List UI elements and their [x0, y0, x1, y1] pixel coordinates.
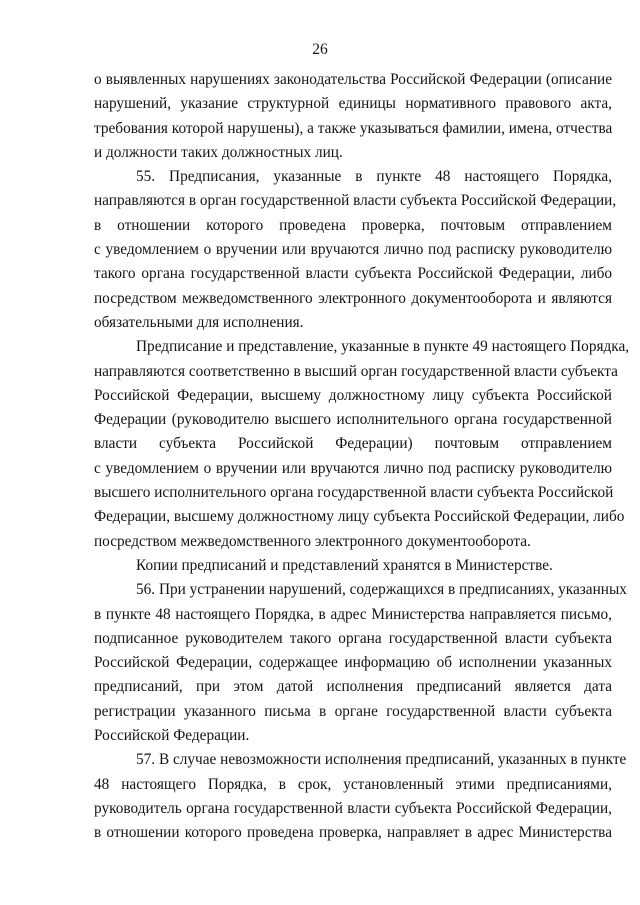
text-line: предписаний, при этом датой исполнения предписаний является дата — [94, 678, 612, 696]
text-line: с уведомлением о вручении или вручаются лично под расписку руководителю — [94, 459, 612, 477]
text-line: руководитель органа государственной власти субъекта Российской Федерации, — [94, 799, 612, 817]
text-line: Предписание и представление, указанные в пункте 49 настоящего Порядка, — [136, 338, 630, 356]
text-line: Федерации (руководителю высшего исполнительного органа государственной — [94, 411, 612, 429]
text-line: о выявленных нарушениях законодательства Российской Федерации (описание — [94, 71, 612, 88]
text-line: и должности таких должностных лиц. — [94, 143, 343, 161]
page-number: 26 — [312, 41, 328, 58]
text-line: власти субъекта Российской Федерации) почтовым отправлением — [94, 435, 612, 453]
text-line: требования которой нарушены), а также указываться фамилии, имена, отчества — [94, 119, 613, 137]
text-line: 57. В случае невозможности исполнения предписаний, указанных в пункте — [136, 751, 627, 769]
text-line: посредством межведомственного электронного документооборота. — [94, 532, 531, 550]
text-line: Российской Федерации. — [94, 727, 250, 745]
text-line: нарушений, указание структурной единицы нормативного правового акта, — [94, 95, 612, 113]
text-line: Федерации, высшему должностному лицу субъекта Российской Федерации, либо — [94, 508, 625, 526]
text-line: Российской Федерации, высшему должностному лицу субъекта Российской — [94, 386, 612, 404]
text-line: направляются соответственно в высший орган государственной власти субъекта — [94, 362, 618, 380]
text-line: высшего исполнительного органа государственной власти субъекта Российской — [94, 484, 614, 502]
text-line: такого органа государственной власти субъекта Российской Федерации, либо — [94, 265, 612, 283]
text-line: 55. Предписания, указанные в пункте 48 настоящего Порядка, — [136, 168, 612, 186]
text-line: обязательными для исполнения. — [94, 313, 304, 331]
text-line: 56. При устранении нарушений, содержащихся в предписаниях, указанных — [136, 581, 627, 599]
text-line: посредством межведомственного электронного документооборота и являются — [94, 289, 612, 307]
text-line: подписанное руководителем такого органа государственной власти субъекта — [94, 629, 612, 647]
text-line: с уведомлением о вручении или вручаются лично под расписку руководителю — [94, 241, 612, 259]
text-line: регистрации указанного письма в органе государственной власти субъекта — [94, 702, 612, 720]
text-line: Копии предписаний и представлений хранятся в Министерстве. — [136, 556, 553, 574]
text-line: 48 настоящего Порядка, в срок, установленный этими предписаниями, — [94, 775, 612, 793]
text-line: в отношении которого проведена проверка, почтовым отправлением — [94, 216, 612, 234]
text-line: в пункте 48 настоящего Порядка, в адрес Министерства направляется письмо, — [94, 605, 612, 623]
text-line: в отношении которого проведена проверка, направляет в адрес Министерства — [94, 824, 612, 842]
text-line: Российской Федерации, содержащее информацию об исполнении указанных — [94, 654, 612, 672]
document-body-text — [94, 68, 630, 846]
text-line: направляются в орган государственной власти субъекта Российской Федерации, — [94, 192, 617, 210]
